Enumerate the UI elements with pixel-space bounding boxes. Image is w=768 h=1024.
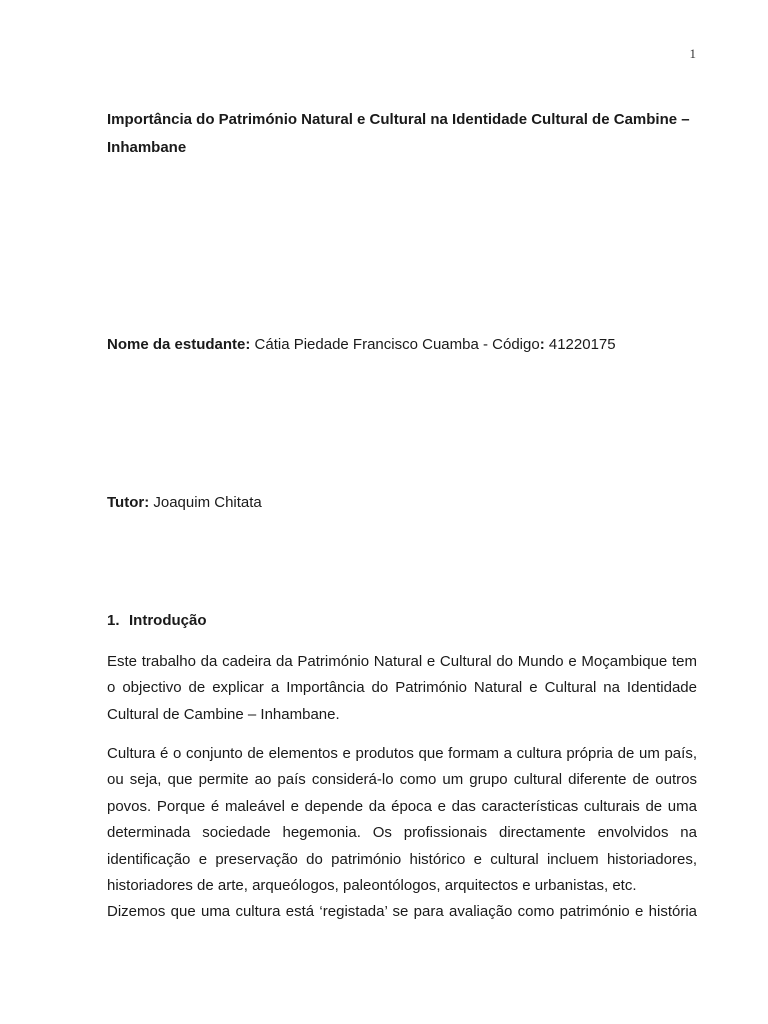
section-heading: [107, 611, 207, 631]
culture-paragraph-continuation: Dizemos que uma cultura está ‘registada’ se para avaliação como património e história: [107, 903, 697, 921]
student-line: [107, 335, 616, 355]
section-number: 1.: [107, 612, 120, 629]
culture-paragraph-text: Cultura é o conjunto de elementos e produtos que formam a cultura própria de um país, ou seja, que permite ao país considerá-lo como um grupo cultural diferente de outros povos. Porque é maleável e depende da época e das características culturais de uma determinada sociedade hegemonia. Os profissionais directamente envolvidos na identificação e preservação do património histórico e cultural incluem historiadores, historiadores de arte, arqueólogos, paleontólogos, arquitectos e urbanistas, etc.: [107, 745, 697, 895]
student-code: 41220175: [544, 336, 616, 353]
tutor-name: Joaquim Chitata: [149, 494, 262, 511]
document-title: Importância do Património Natural e Cultural na Identidade Cultural de Cambine – Inhambane: [107, 111, 690, 156]
code-colon: :: [539, 336, 545, 353]
culture-paragraph: [107, 741, 697, 926]
page-number: 1: [689, 46, 696, 61]
student-label: Nome da estudante:: [107, 336, 251, 353]
intro-paragraph: Este trabalho da cadeira da Património Natural e Cultural do Mundo e Moçambique tem o objectivo de explicar a Importância do Património Natural e Cultural na Identidade Cultural de Cambine – Inhambane.: [107, 653, 697, 723]
tutor-label: Tutor:: [107, 494, 150, 511]
student-name: Cátia Piedade Francisco Cuamba - Código: [250, 336, 540, 353]
section-title: Introdução: [129, 612, 207, 629]
tutor-line: [107, 493, 262, 513]
